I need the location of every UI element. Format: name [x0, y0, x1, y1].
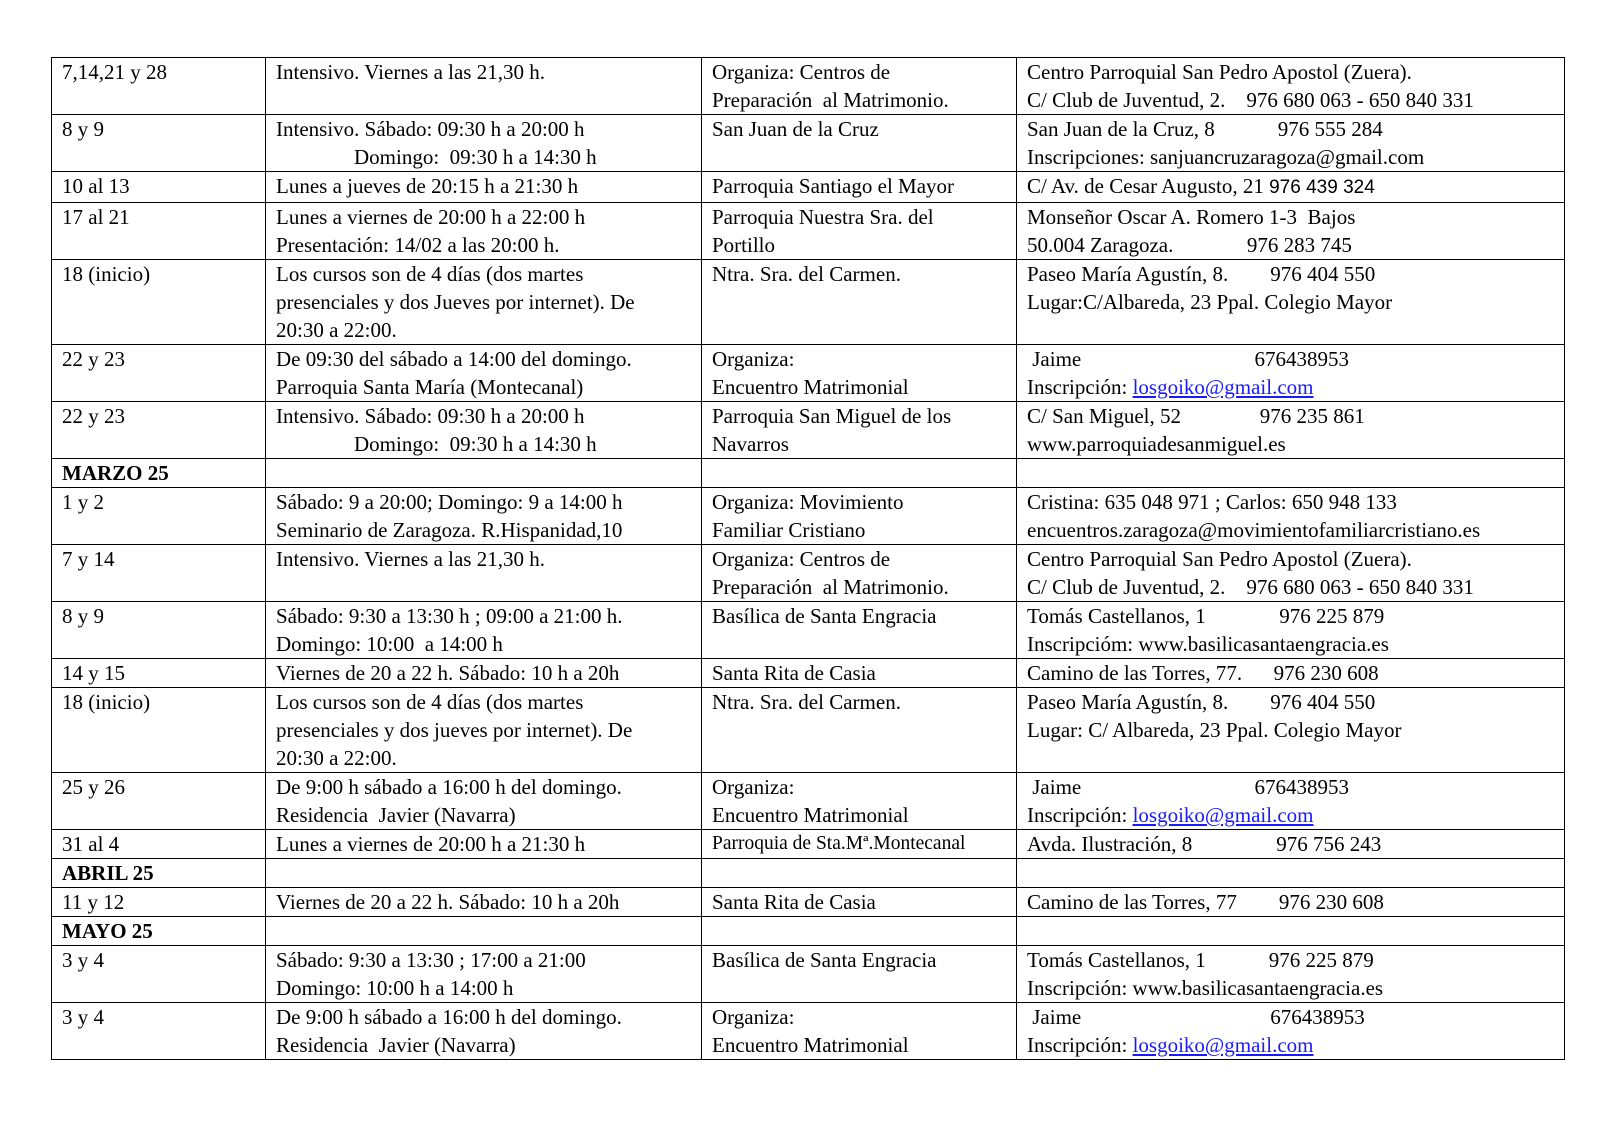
organizer-line: Navarros: [712, 432, 789, 456]
schedule-line: Domingo: 09:30 h a 14:30 h: [354, 145, 597, 169]
organizer-line: Encuentro Matrimonial: [712, 1033, 909, 1057]
contact-text: Paseo María Agustín, 8. 976 404 550: [1027, 690, 1376, 714]
empty-cell: [702, 917, 1017, 946]
contact-text: Inscripciones: sanjuancruzaragoza@gmail.com: [1027, 145, 1425, 169]
date-cell: 3 y 4: [52, 1003, 266, 1060]
month-heading: ABRIL 25: [52, 859, 266, 888]
schedule-line: Parroquia Santa María (Montecanal): [276, 375, 584, 399]
schedule-cell: [266, 345, 702, 402]
organizer-cell: [702, 545, 1017, 602]
schedule-cell: [266, 1003, 702, 1060]
organizer-cell: [702, 260, 1017, 345]
table-row: [52, 58, 1565, 115]
contact-line: [1027, 345, 1556, 373]
table-row: [52, 659, 1565, 688]
schedule-cell: [266, 659, 702, 688]
date-cell: 8 y 9: [52, 602, 266, 659]
contact-line: [1027, 888, 1556, 916]
contact-cell: [1017, 260, 1565, 345]
contact-line: [1027, 86, 1556, 114]
organizer-line: Santa Rita de Casia: [712, 890, 876, 914]
organizer-cell: [702, 1003, 1017, 1060]
contact-cell: [1017, 688, 1565, 773]
schedule-table-body: [52, 58, 1565, 1060]
contact-line: [1027, 946, 1556, 974]
contact-line: [1027, 231, 1556, 259]
date-cell: 1 y 2: [52, 488, 266, 545]
date-cell: 3 y 4: [52, 946, 266, 1003]
contact-line: [1027, 260, 1556, 288]
contact-line: [1027, 602, 1556, 630]
contact-cell: [1017, 888, 1565, 917]
date-cell: 7 y 14: [52, 545, 266, 602]
schedule-cell: [266, 172, 702, 203]
schedule-cell: [266, 688, 702, 773]
contact-cell: [1017, 773, 1565, 830]
date-cell: 22 y 23: [52, 345, 266, 402]
organizer-line: Organiza: Movimiento: [712, 490, 904, 514]
contact-text: Inscripción:: [1027, 375, 1133, 399]
date-cell: 18 (inicio): [52, 260, 266, 345]
schedule-line: 20:30 a 22:00.: [276, 318, 397, 342]
schedule-line: Lunes a jueves de 20:15 h a 21:30 h: [276, 174, 579, 198]
organizer-cell: [702, 58, 1017, 115]
schedule-cell: [266, 545, 702, 602]
contact-text: Inscripción:: [1027, 1033, 1133, 1057]
contact-cell: [1017, 488, 1565, 545]
schedule-cell: [266, 203, 702, 260]
schedule-table: [51, 57, 1565, 1060]
schedule-line: Los cursos son de 4 días (dos martes: [276, 262, 584, 286]
contact-line: [1027, 630, 1556, 658]
organizer-line: Parroquia San Miguel de los: [712, 404, 952, 428]
contact-text: Lugar:C/Albareda, 23 Ppal. Colegio Mayor: [1027, 290, 1393, 314]
schedule-cell: [266, 888, 702, 917]
empty-cell: [266, 459, 702, 488]
contact-line: [1027, 545, 1556, 573]
schedule-line: Domingo: 10:00 a 14:00 h: [276, 632, 503, 656]
contact-text: C/ Club de Juventud, 2. 976 680 063 - 650 840 331: [1027, 575, 1474, 599]
contact-line: [1027, 143, 1556, 171]
contact-line: [1027, 1003, 1556, 1031]
empty-cell: [266, 917, 702, 946]
schedule-cell: [266, 402, 702, 459]
contact-line: [1027, 573, 1556, 601]
organizer-cell: [702, 688, 1017, 773]
organizer-cell: [702, 773, 1017, 830]
date-cell: 11 y 12: [52, 888, 266, 917]
table-row: [52, 773, 1565, 830]
organizer-cell: [702, 203, 1017, 260]
schedule-line: Viernes de 20 a 22 h. Sábado: 10 h a 20h: [276, 661, 620, 685]
email-link[interactable]: losgoiko@gmail.com: [1132, 375, 1314, 399]
table-row: [52, 1003, 1565, 1060]
contact-cell: [1017, 946, 1565, 1003]
organizer-line: Organiza:: [712, 347, 795, 371]
organizer-line: Parroquia Santiago el Mayor: [712, 174, 955, 198]
table-row: [52, 115, 1565, 172]
contact-line: [1027, 830, 1556, 858]
table-row: [52, 888, 1565, 917]
schedule-line: Seminario de Zaragoza. R.Hispanidad,10: [276, 518, 623, 542]
schedule-line: Domingo: 10:00 h a 14:00 h: [276, 976, 514, 1000]
contact-cell: [1017, 172, 1565, 203]
contact-text: C/ San Miguel, 52 976 235 861: [1027, 404, 1365, 428]
date-cell: 14 y 15: [52, 659, 266, 688]
contact-text: Jaime 676438953: [1027, 347, 1349, 371]
contact-cell: [1017, 830, 1565, 859]
table-row: [52, 172, 1565, 203]
email-link[interactable]: losgoiko@gmail.com: [1132, 803, 1314, 827]
contact-text: Inscripción: www.basilicasantaengracia.es: [1027, 976, 1384, 1000]
table-row: [52, 688, 1565, 773]
organizer-cell: [702, 946, 1017, 1003]
schedule-line: Viernes de 20 a 22 h. Sábado: 10 h a 20h: [276, 890, 620, 914]
contact-text: 50.004 Zaragoza. 976 283 745: [1027, 233, 1352, 257]
table-row: [52, 203, 1565, 260]
schedule-cell: [266, 488, 702, 545]
organizer-cell: [702, 830, 1017, 859]
organizer-line: Organiza: Centros de: [712, 547, 891, 571]
organizer-line: Preparación al Matrimonio.: [712, 88, 949, 112]
contact-text: Camino de las Torres, 77. 976 230 608: [1027, 661, 1379, 685]
organizer-cell: [702, 488, 1017, 545]
empty-cell: [1017, 917, 1565, 946]
contact-line: [1027, 659, 1556, 687]
contact-line: [1027, 974, 1556, 1002]
contact-text: Jaime 676438953: [1027, 1005, 1365, 1029]
schedule-cell: [266, 115, 702, 172]
empty-cell: [266, 859, 702, 888]
organizer-line: Parroquia Nuestra Sra. del: [712, 205, 934, 229]
organizer-line: Ntra. Sra. del Carmen.: [712, 690, 901, 714]
organizer-line: Parroquia de Sta.Mª.Montecanal: [712, 833, 966, 854]
organizer-cell: [702, 602, 1017, 659]
date-cell: 22 y 23: [52, 402, 266, 459]
organizer-line: Organiza:: [712, 775, 795, 799]
contact-text: Monseñor Oscar A. Romero 1-3 Bajos: [1027, 205, 1356, 229]
contact-text: www.parroquiadesanmiguel.es: [1027, 432, 1286, 456]
contact-cell: [1017, 115, 1565, 172]
contact-phone: 976 439 324: [1263, 177, 1375, 198]
contact-text: Centro Parroquial San Pedro Apostol (Zuera).: [1027, 547, 1412, 571]
contact-text: Avda. Ilustración, 8 976 756 243: [1027, 832, 1382, 856]
table-row: [52, 946, 1565, 1003]
contact-cell: [1017, 545, 1565, 602]
contact-line: [1027, 773, 1556, 801]
contact-cell: [1017, 345, 1565, 402]
schedule-line: 20:30 a 22:00.: [276, 746, 397, 770]
table-row: [52, 830, 1565, 859]
contact-text: Tomás Castellanos, 1 976 225 879: [1027, 604, 1385, 628]
organizer-line: Portillo: [712, 233, 776, 257]
email-link[interactable]: losgoiko@gmail.com: [1132, 1033, 1314, 1057]
schedule-line: Intensivo. Viernes a las 21,30 h.: [276, 547, 545, 571]
contact-text: Jaime 676438953: [1027, 775, 1349, 799]
contact-line: [1027, 203, 1556, 231]
contact-line: [1027, 516, 1556, 544]
month-section-row: [52, 459, 1565, 488]
schedule-line: Intensivo. Viernes a las 21,30 h.: [276, 60, 545, 84]
contact-line: [1027, 288, 1556, 316]
contact-line: [1027, 716, 1556, 744]
schedule-cell: [266, 58, 702, 115]
table-row: [52, 545, 1565, 602]
contact-line: [1027, 688, 1556, 716]
table-row: [52, 602, 1565, 659]
organizer-cell: [702, 172, 1017, 203]
month-section-row: [52, 859, 1565, 888]
schedule-cell: [266, 946, 702, 1003]
schedule-cell: [266, 830, 702, 859]
contact-line: [1027, 1031, 1556, 1059]
schedule-line: Lunes a viernes de 20:00 h a 22:00 h: [276, 205, 586, 229]
organizer-cell: [702, 888, 1017, 917]
empty-cell: [702, 859, 1017, 888]
organizer-line: Basílica de Santa Engracia: [712, 604, 937, 628]
organizer-cell: [702, 345, 1017, 402]
date-cell: 7,14,21 y 28: [52, 58, 266, 115]
contact-text: Paseo María Agustín, 8. 976 404 550: [1027, 262, 1376, 286]
schedule-line: Presentación: 14/02 a las 20:00 h.: [276, 233, 560, 257]
schedule-line: Residencia Javier (Navarra): [276, 803, 516, 827]
organizer-line: Organiza:: [712, 1005, 795, 1029]
contact-line: [1027, 488, 1556, 516]
organizer-line: Encuentro Matrimonial: [712, 803, 909, 827]
contact-line: [1027, 430, 1556, 458]
table-row: [52, 260, 1565, 345]
contact-line: [1027, 172, 1556, 202]
contact-text: encuentros.zaragoza@movimientofamiliarcristiano.es: [1027, 518, 1481, 542]
contact-text: Inscripcióm: www.basilicasantaengracia.es: [1027, 632, 1389, 656]
date-cell: 31 al 4: [52, 830, 266, 859]
schedule-line: Intensivo. Sábado: 09:30 h a 20:00 h: [276, 404, 585, 428]
schedule-cell: [266, 602, 702, 659]
schedule-line: Domingo: 09:30 h a 14:30 h: [354, 432, 597, 456]
empty-cell: [1017, 859, 1565, 888]
schedule-line: Los cursos son de 4 días (dos martes: [276, 690, 584, 714]
table-row: [52, 402, 1565, 459]
organizer-cell: [702, 659, 1017, 688]
contact-text: Tomás Castellanos, 1 976 225 879: [1027, 948, 1374, 972]
month-heading: MAYO 25: [52, 917, 266, 946]
contact-cell: [1017, 58, 1565, 115]
contact-text: Lugar: C/ Albareda, 23 Ppal. Colegio Mayor: [1027, 718, 1402, 742]
schedule-line: De 9:00 h sábado a 16:00 h del domingo.: [276, 775, 622, 799]
date-cell: 8 y 9: [52, 115, 266, 172]
date-cell: 17 al 21: [52, 203, 266, 260]
contact-cell: [1017, 659, 1565, 688]
month-heading: MARZO 25: [52, 459, 266, 488]
schedule-line: Sábado: 9:30 a 13:30 ; 17:00 a 21:00: [276, 948, 586, 972]
table-row: [52, 345, 1565, 402]
date-cell: 18 (inicio): [52, 688, 266, 773]
schedule-cell: [266, 260, 702, 345]
organizer-cell: [702, 115, 1017, 172]
schedule-line: presenciales y dos jueves por internet). De: [276, 718, 633, 742]
schedule-line: presenciales y dos Jueves por internet). De: [276, 290, 635, 314]
organizer-line: Basílica de Santa Engracia: [712, 948, 937, 972]
contact-cell: [1017, 1003, 1565, 1060]
organizer-line: Organiza: Centros de: [712, 60, 891, 84]
date-cell: 25 y 26: [52, 773, 266, 830]
contact-line: [1027, 58, 1556, 86]
organizer-line: Ntra. Sra. del Carmen.: [712, 262, 901, 286]
contact-line: [1027, 373, 1556, 401]
contact-line: [1027, 801, 1556, 829]
schedule-line: De 09:30 del sábado a 14:00 del domingo.: [276, 347, 632, 371]
contact-text: C/ Club de Juventud, 2. 976 680 063 - 650 840 331: [1027, 88, 1474, 112]
schedule-line: Sábado: 9:30 a 13:30 h ; 09:00 a 21:00 h.: [276, 604, 623, 628]
organizer-line: Familiar Cristiano: [712, 518, 866, 542]
contact-cell: [1017, 402, 1565, 459]
contact-cell: [1017, 203, 1565, 260]
schedule-line: Residencia Javier (Navarra): [276, 1033, 516, 1057]
schedule-line: De 9:00 h sábado a 16:00 h del domingo.: [276, 1005, 622, 1029]
contact-text: Inscripción:: [1027, 803, 1133, 827]
empty-cell: [1017, 459, 1565, 488]
organizer-line: Preparación al Matrimonio.: [712, 575, 949, 599]
contact-line: [1027, 115, 1556, 143]
organizer-line: San Juan de la Cruz: [712, 117, 879, 141]
table-row: [52, 488, 1565, 545]
month-section-row: [52, 917, 1565, 946]
date-cell: 10 al 13: [52, 172, 266, 203]
contact-text: Cristina: 635 048 971 ; Carlos: 650 948 133: [1027, 490, 1397, 514]
contact-line: [1027, 402, 1556, 430]
schedule-line: Sábado: 9 a 20:00; Domingo: 9 a 14:00 h: [276, 490, 623, 514]
contact-text: San Juan de la Cruz, 8 976 555 284: [1027, 117, 1383, 141]
organizer-cell: [702, 402, 1017, 459]
empty-cell: [702, 459, 1017, 488]
contact-text: Centro Parroquial San Pedro Apostol (Zuera).: [1027, 60, 1412, 84]
schedule-line: Lunes a viernes de 20:00 h a 21:30 h: [276, 832, 586, 856]
contact-text: C/ Av. de Cesar Augusto, 21: [1027, 174, 1264, 198]
schedule-cell: [266, 773, 702, 830]
organizer-line: Encuentro Matrimonial: [712, 375, 909, 399]
contact-cell: [1017, 602, 1565, 659]
organizer-line: Santa Rita de Casia: [712, 661, 876, 685]
contact-text: Camino de las Torres, 77 976 230 608: [1027, 890, 1384, 914]
schedule-line: Intensivo. Sábado: 09:30 h a 20:00 h: [276, 117, 585, 141]
